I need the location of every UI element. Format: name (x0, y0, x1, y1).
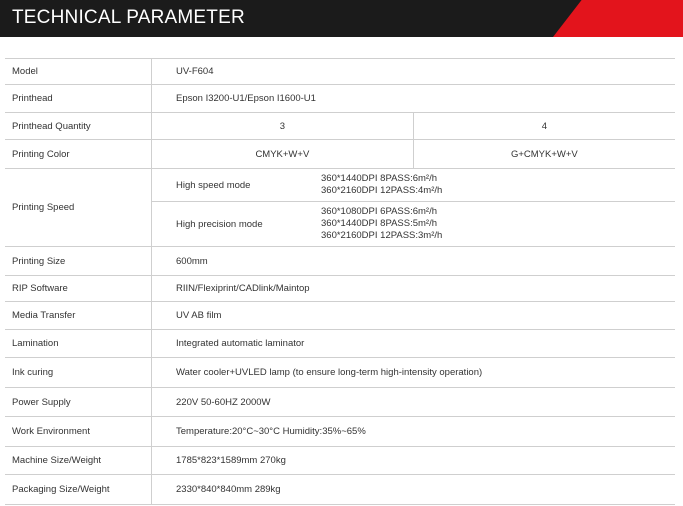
header-banner (0, 0, 683, 37)
row-label: Media Transfer (5, 302, 152, 330)
table-row-power-supply (5, 388, 675, 417)
speed-value: 360*1440DPI 8PASS:5m²/h (321, 218, 438, 229)
row-value: Temperature:20°C~30°C Humidity:35%~65% (152, 417, 676, 447)
table-row-printing-color (5, 140, 675, 169)
table-row-printing-speed (5, 169, 675, 202)
table-row-printing-size (5, 247, 675, 276)
row-value: UV-F604 (152, 59, 676, 85)
table-row-work-environment (5, 417, 675, 447)
spec-table (5, 58, 675, 505)
row-label: Lamination (5, 330, 152, 358)
row-value: Epson I3200-U1/Epson I1600-U1 (152, 85, 676, 113)
speed-mode-high-speed (152, 169, 676, 202)
table-row-media-transfer (5, 302, 675, 330)
row-value: Water cooler+UVLED lamp (to ensure long-term high-intensity operation) (152, 358, 676, 388)
row-value-b: G+CMYK+W+V (413, 140, 675, 169)
row-label: Printing Speed (5, 169, 152, 247)
table-row-packaging-size (5, 475, 675, 505)
table-row-lamination (5, 330, 675, 358)
row-value: 1785*823*1589mm 270kg (152, 447, 676, 475)
speed-value: 360*1080DPI 6PASS:6m²/h (321, 206, 438, 217)
header-accent-stripe (553, 0, 683, 37)
row-value: Integrated automatic laminator (152, 330, 676, 358)
row-label: Ink curing (5, 358, 152, 388)
row-label: Printing Size (5, 247, 152, 276)
row-label: Model (5, 59, 152, 85)
row-label: Printing Color (5, 140, 152, 169)
row-label: Printhead (5, 85, 152, 113)
table-row-rip-software (5, 276, 675, 302)
row-label: Packaging Size/Weight (5, 475, 152, 505)
row-value: 220V 50-60HZ 2000W (152, 388, 676, 417)
table-row-printhead-quantity (5, 113, 675, 140)
speed-value: 360*1440DPI 8PASS:6m²/h (321, 173, 438, 184)
table-row-ink-curing (5, 358, 675, 388)
row-label: Machine Size/Weight (5, 447, 152, 475)
speed-value: 360*2160DPI 12PASS:4m²/h (321, 185, 443, 196)
speed-value: 360*2160DPI 12PASS:3m²/h (321, 230, 443, 241)
speed-mode-values (321, 173, 442, 197)
row-value: 600mm (152, 247, 676, 276)
speed-mode-name: High precision mode (176, 218, 263, 230)
row-value-a: CMYK+W+V (152, 140, 414, 169)
row-label: Printhead Quantity (5, 113, 152, 140)
row-label: Work Environment (5, 417, 152, 447)
row-value-a: 3 (152, 113, 414, 140)
speed-mode-values (321, 206, 442, 242)
page-title: TECHNICAL PARAMETER (12, 7, 245, 28)
row-value: RIIN/Flexiprint/CADlink/Maintop (152, 276, 676, 302)
row-label: RIP Software (5, 276, 152, 302)
speed-mode-high-precision (152, 202, 676, 247)
table-row-printhead (5, 85, 675, 113)
row-value: UV AB film (152, 302, 676, 330)
row-value: 2330*840*840mm 289kg (152, 475, 676, 505)
row-label: Power Supply (5, 388, 152, 417)
speed-mode-name: High speed mode (176, 179, 251, 191)
row-value-b: 4 (413, 113, 675, 140)
table-row-machine-size (5, 447, 675, 475)
table-row-model (5, 59, 675, 85)
